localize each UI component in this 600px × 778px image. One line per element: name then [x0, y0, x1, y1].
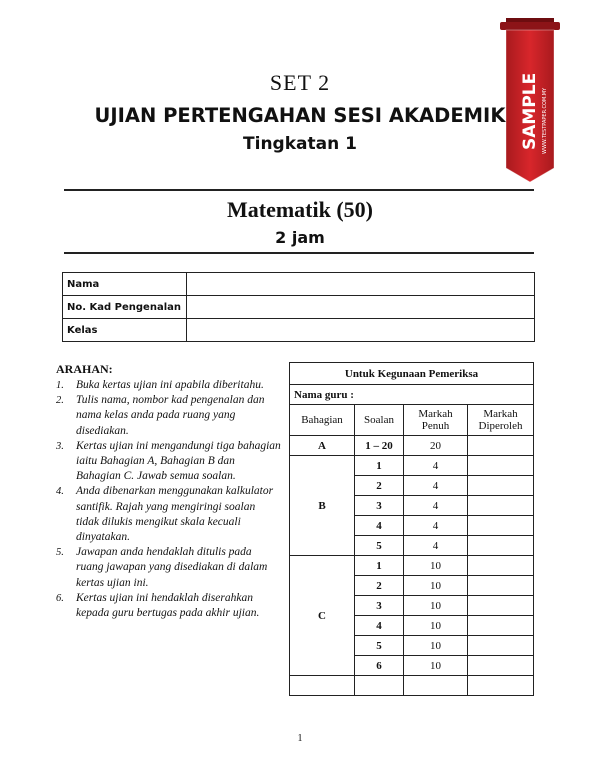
instruction-item: 5. Jawapan anda hendaklah ditulis pada ruang jawapan yang disediakan di dalam kertas ujian ini.: [56, 546, 268, 589]
question-cell: 1 – 20: [355, 436, 404, 456]
form-title: Tingkatan 1: [243, 134, 357, 154]
top-divider: [64, 189, 534, 191]
total-row: [290, 676, 534, 696]
column-header-row: [290, 405, 534, 436]
obtained-marks-cell[interactable]: [468, 436, 534, 456]
instruction-item: 3. Kertas ujian ini mengandungi tiga bahagian iaitu Bahagian A, Bahagian B dan Bahagian C. Jawab semua soalan.: [56, 439, 281, 483]
instruction-item: 6. Kertas ujian ini hendaklah diserahkan kepada guru bertugas pada akhir ujian.: [56, 591, 260, 620]
obtained-marks-cell[interactable]: [468, 496, 534, 516]
section-label-b: B: [290, 456, 355, 556]
obtained-marks-cell[interactable]: [468, 636, 534, 656]
sample-ribbon: [500, 18, 560, 183]
exam-title: UJIAN PERTENGAHAN SESI AKADEMIK: [94, 104, 506, 127]
info-field-class[interactable]: [187, 319, 535, 342]
col-header-full-marks: Markah Penuh: [404, 405, 468, 436]
total-cell-empty: [404, 676, 468, 696]
question-cell: 4: [355, 616, 404, 636]
obtained-marks-cell[interactable]: [468, 576, 534, 596]
info-field-name[interactable]: [187, 273, 535, 296]
question-cell: 6: [355, 656, 404, 676]
info-row-class: [63, 319, 535, 342]
obtained-marks-cell[interactable]: [468, 616, 534, 636]
obtained-marks-cell[interactable]: [468, 516, 534, 536]
obtained-marks-cell[interactable]: [468, 536, 534, 556]
question-cell: 1: [355, 456, 404, 476]
obtained-marks-cell[interactable]: [468, 556, 534, 576]
obtained-marks-cell[interactable]: [468, 476, 534, 496]
full-marks-cell: 10: [404, 596, 468, 616]
section-label-c: C: [290, 556, 355, 676]
teacher-name-field[interactable]: [290, 385, 534, 405]
instructions-list: [56, 378, 281, 621]
full-marks-cell: 10: [404, 556, 468, 576]
question-cell: 5: [355, 536, 404, 556]
question-cell: 3: [355, 496, 404, 516]
info-label-name: Nama: [63, 273, 187, 296]
full-marks-cell: 4: [404, 496, 468, 516]
full-marks-cell: 4: [404, 476, 468, 496]
col-header-marks-obtained: Markah Diperoleh: [468, 405, 534, 436]
question-cell: 5: [355, 636, 404, 656]
question-cell: 4: [355, 516, 404, 536]
table-row: [290, 436, 534, 456]
section-label-a: A: [290, 436, 355, 456]
info-label-class: Kelas: [63, 319, 187, 342]
subject-title: Matematik (50): [226, 197, 373, 222]
full-marks-cell: 10: [404, 636, 468, 656]
full-marks-cell: 10: [404, 576, 468, 596]
obtained-marks-cell[interactable]: [468, 656, 534, 676]
obtained-marks-cell[interactable]: [468, 596, 534, 616]
question-cell: 3: [355, 596, 404, 616]
instructions-heading: ARAHAN:: [56, 362, 113, 376]
question-cell: 2: [355, 476, 404, 496]
full-marks-cell: 4: [404, 516, 468, 536]
examiner-table: [289, 362, 534, 696]
full-marks-cell: 20: [404, 436, 468, 456]
page-number: 1: [297, 733, 303, 744]
instruction-item: 2. Tulis nama, nombor kad pengenalan dan nama kelas anda pada ruang yang disediakan.: [56, 394, 265, 437]
full-marks-cell: 10: [404, 616, 468, 636]
question-cell: 1: [355, 556, 404, 576]
total-obtained-cell[interactable]: [468, 676, 534, 696]
full-marks-cell: 4: [404, 536, 468, 556]
question-cell: 2: [355, 576, 404, 596]
full-marks-cell: 4: [404, 456, 468, 476]
info-row-ic: [63, 296, 535, 319]
col-header-question: Soalan: [355, 405, 404, 436]
total-cell-empty: [355, 676, 404, 696]
bottom-divider: [64, 252, 534, 254]
sample-watermark-text: SAMPLE: [520, 72, 540, 150]
info-label-ic: No. Kad Pengenalan: [63, 296, 187, 319]
col-header-section: Bahagian: [290, 405, 355, 436]
teacher-name-label: Nama guru :: [294, 388, 354, 401]
set-title: SET 2: [269, 70, 331, 95]
examiner-table-title: Untuk Kegunaan Pemeriksa: [290, 363, 534, 385]
exam-duration: 2 jam: [275, 228, 325, 247]
total-cell-empty: [290, 676, 355, 696]
table-row: [290, 456, 534, 476]
info-row-name: [63, 273, 535, 296]
full-marks-cell: 10: [404, 656, 468, 676]
table-row: [290, 556, 534, 576]
sample-watermark-site: WWW.TESTPAPER.COM.MY: [542, 87, 548, 154]
obtained-marks-cell[interactable]: [468, 456, 534, 476]
instructions-block: [56, 362, 281, 621]
student-info-table: [62, 272, 535, 342]
instruction-item: 4. Anda dibenarkan menggunakan kalkulator santifik. Rajah yang mengiringi soalan tidak dilukis mengikut skala kecuali dinyatakan.: [56, 485, 274, 544]
instruction-item: 1. Buka kertas ujian ini apabila diberitahu.: [56, 379, 264, 391]
info-field-ic[interactable]: [187, 296, 535, 319]
